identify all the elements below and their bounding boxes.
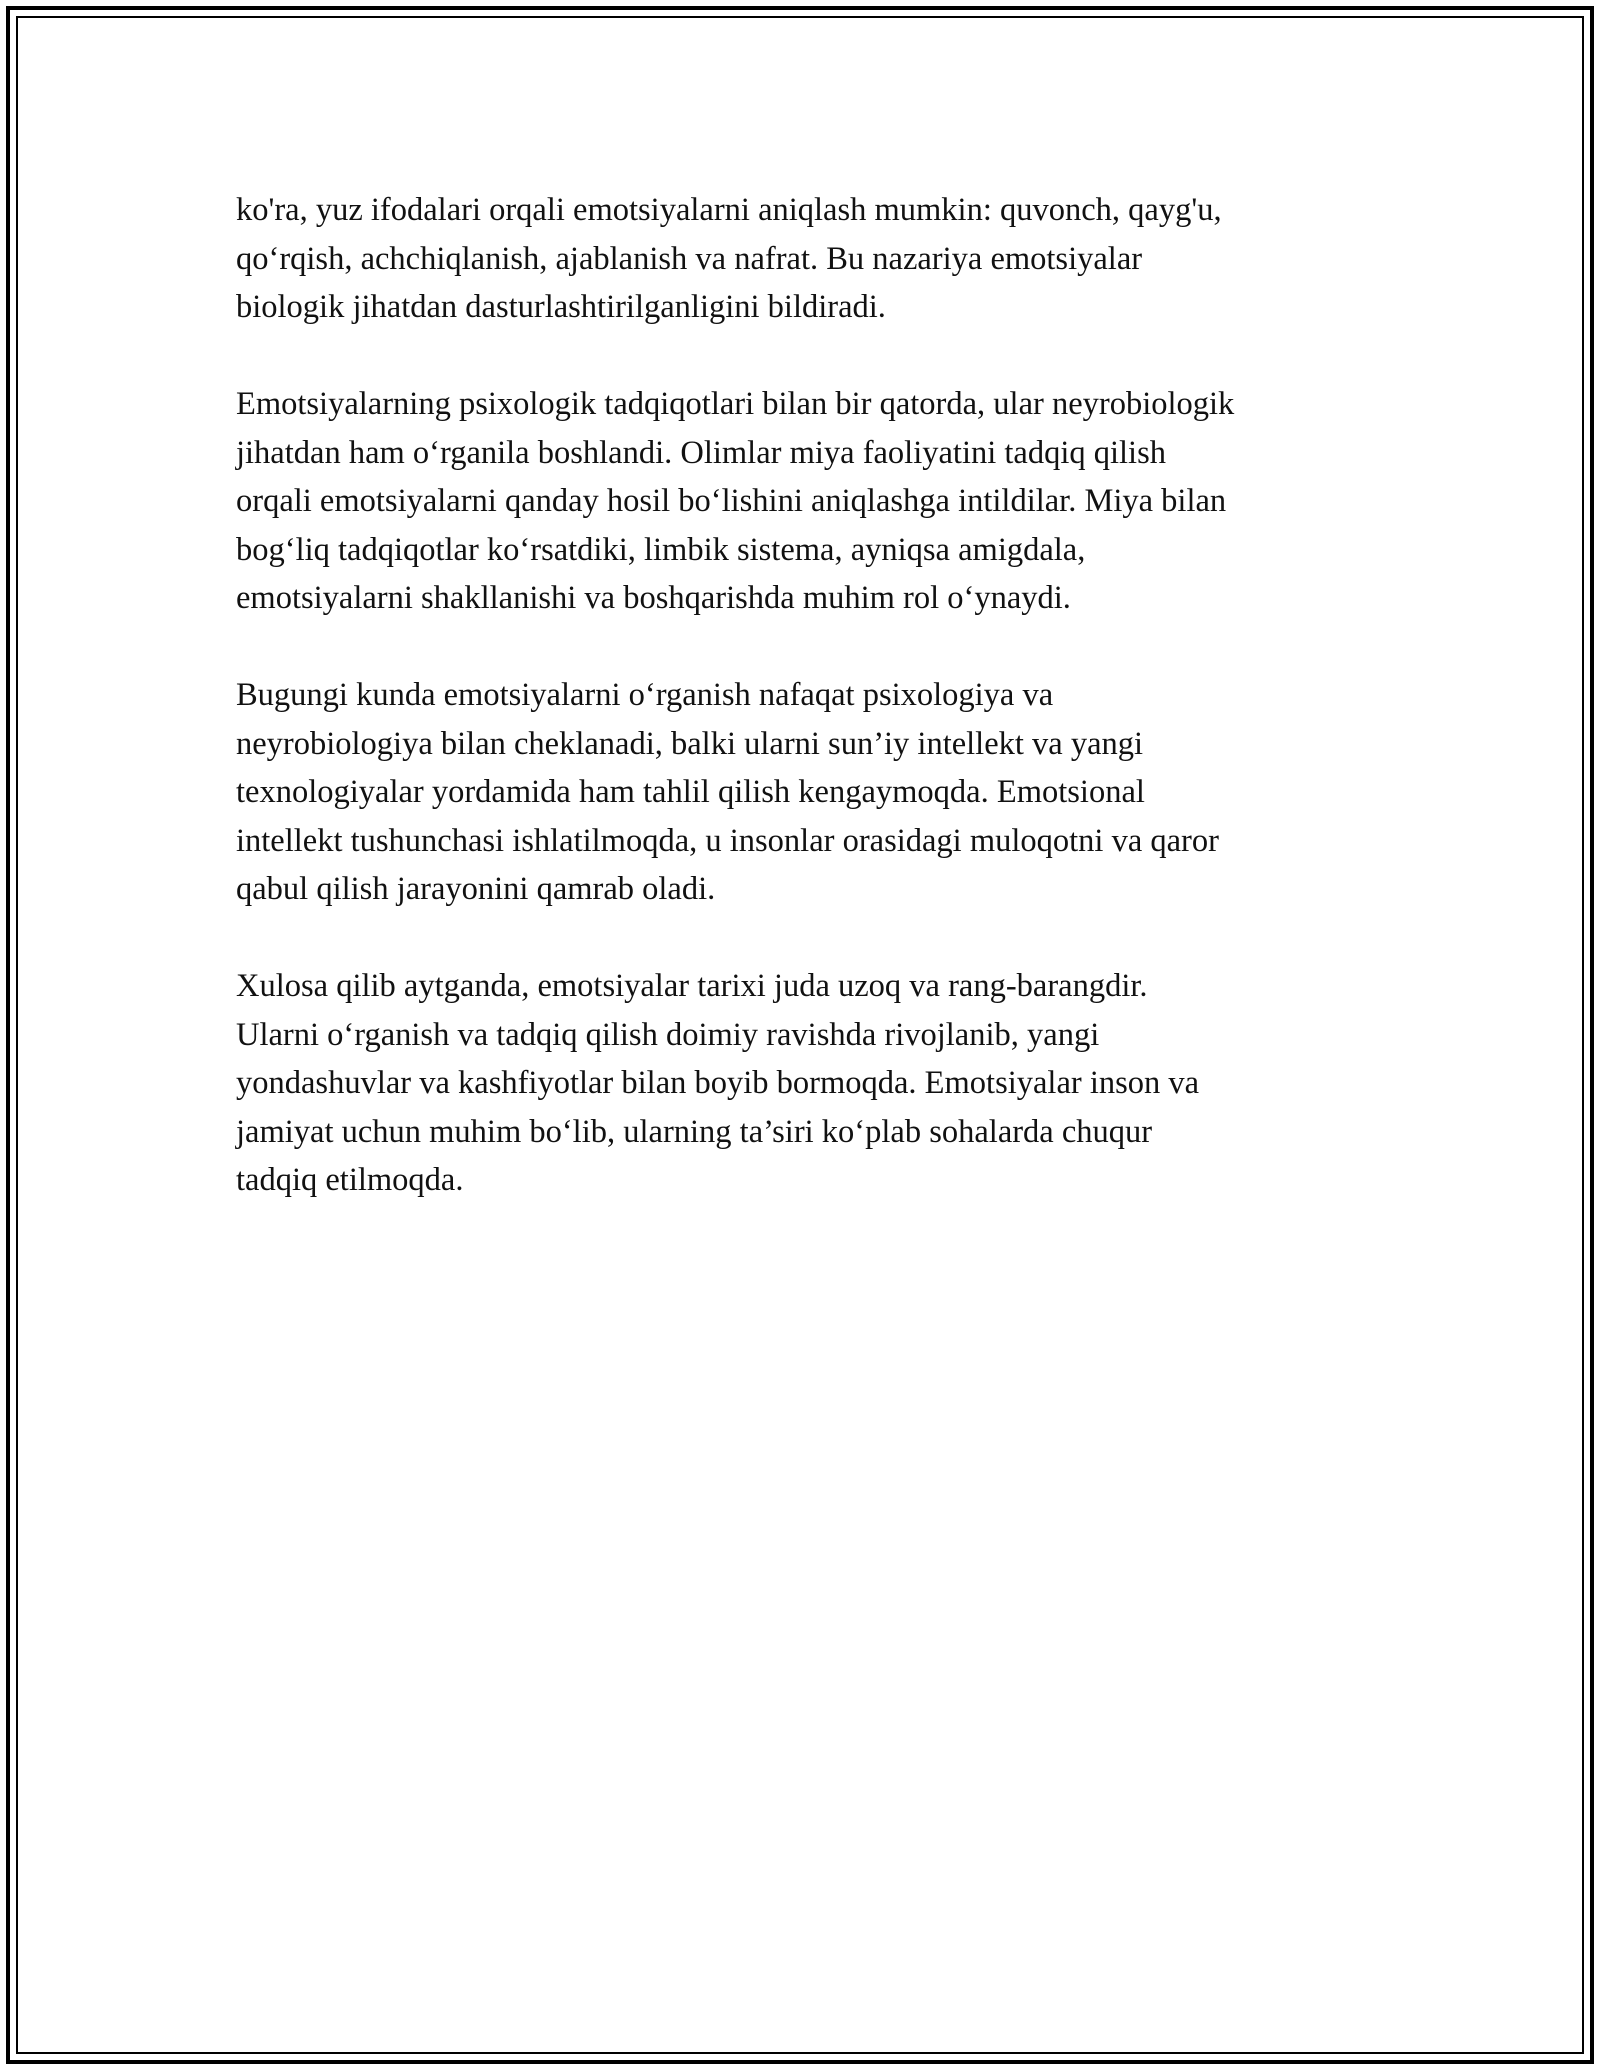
text-line: Bugungi kunda emotsiyalarni o‘rganish nafaqat psixologiya va: [236, 677, 1054, 713]
text-line: Emotsiyalarning psixologik tadqiqotlari bilan bir qatorda, ular neyrobiologik: [236, 386, 1235, 422]
paragraph-1: [236, 186, 1376, 332]
text-line: bog‘liq tadqiqotlar ko‘rsatdiki, limbik sistema, ayniqsa amigdala,: [236, 531, 1086, 568]
text-line: neyrobiologiya bilan cheklanadi, balki ularni sun’iy intellekt va yangi: [236, 725, 1144, 762]
text-line: texnologiyalar yordamida ham tahlil qilish kengaymoqda. Emotsional: [236, 774, 1145, 810]
paragraph-2: [236, 380, 1376, 623]
text-line: biologik jihatdan dasturlashtirilganligini bildiradi.: [236, 289, 886, 325]
text-line: yondashuvlar va kashfiyotlar bilan boyib bormoqda. Emotsiyalar inson va: [236, 1065, 1200, 1101]
text-line: intellekt tushunchasi ishlatilmoqda, u insonlar orasidagi muloqotni va qaror: [236, 822, 1219, 859]
text-line: ko'ra, yuz ifodalari orqali emotsiyalarni aniqlash mumkin: quvonch, qayg'u,: [236, 192, 1222, 228]
text-line: orqali emotsiyalarni qanday hosil bo‘lishini aniqlashga intildilar. Miya bilan: [236, 483, 1227, 519]
text-line: qabul qilish jarayonini qamrab oladi.: [236, 871, 716, 907]
text-line: jamiyat uchun muhim bo‘lib, ularning ta’siri ko‘plab sohalarda chuqur: [236, 1113, 1153, 1150]
document-body: [236, 186, 1376, 1253]
text-line: qo‘rqish, achchiqlanish, ajablanish va nafrat. Bu nazariya emotsiyalar: [236, 240, 1143, 277]
text-line: emotsiyalarni shakllanishi va boshqarishda muhim rol o‘ynaydi.: [236, 580, 1071, 616]
paragraph-4: [236, 962, 1376, 1205]
text-line: tadqiq etilmoqda.: [236, 1162, 464, 1198]
text-line: Xulosa qilib aytganda, emotsiyalar tarixi juda uzoq va rang-barangdir.: [236, 968, 1148, 1004]
text-line: jihatdan ham o‘rganila boshlandi. Olimlar miya faoliyatini tadqiq qilish: [236, 434, 1166, 471]
text-line: Ularni o‘rganish va tadqiq qilish doimiy ravishda rivojlanib, yangi: [236, 1016, 1100, 1053]
paragraph-3: [236, 671, 1376, 914]
